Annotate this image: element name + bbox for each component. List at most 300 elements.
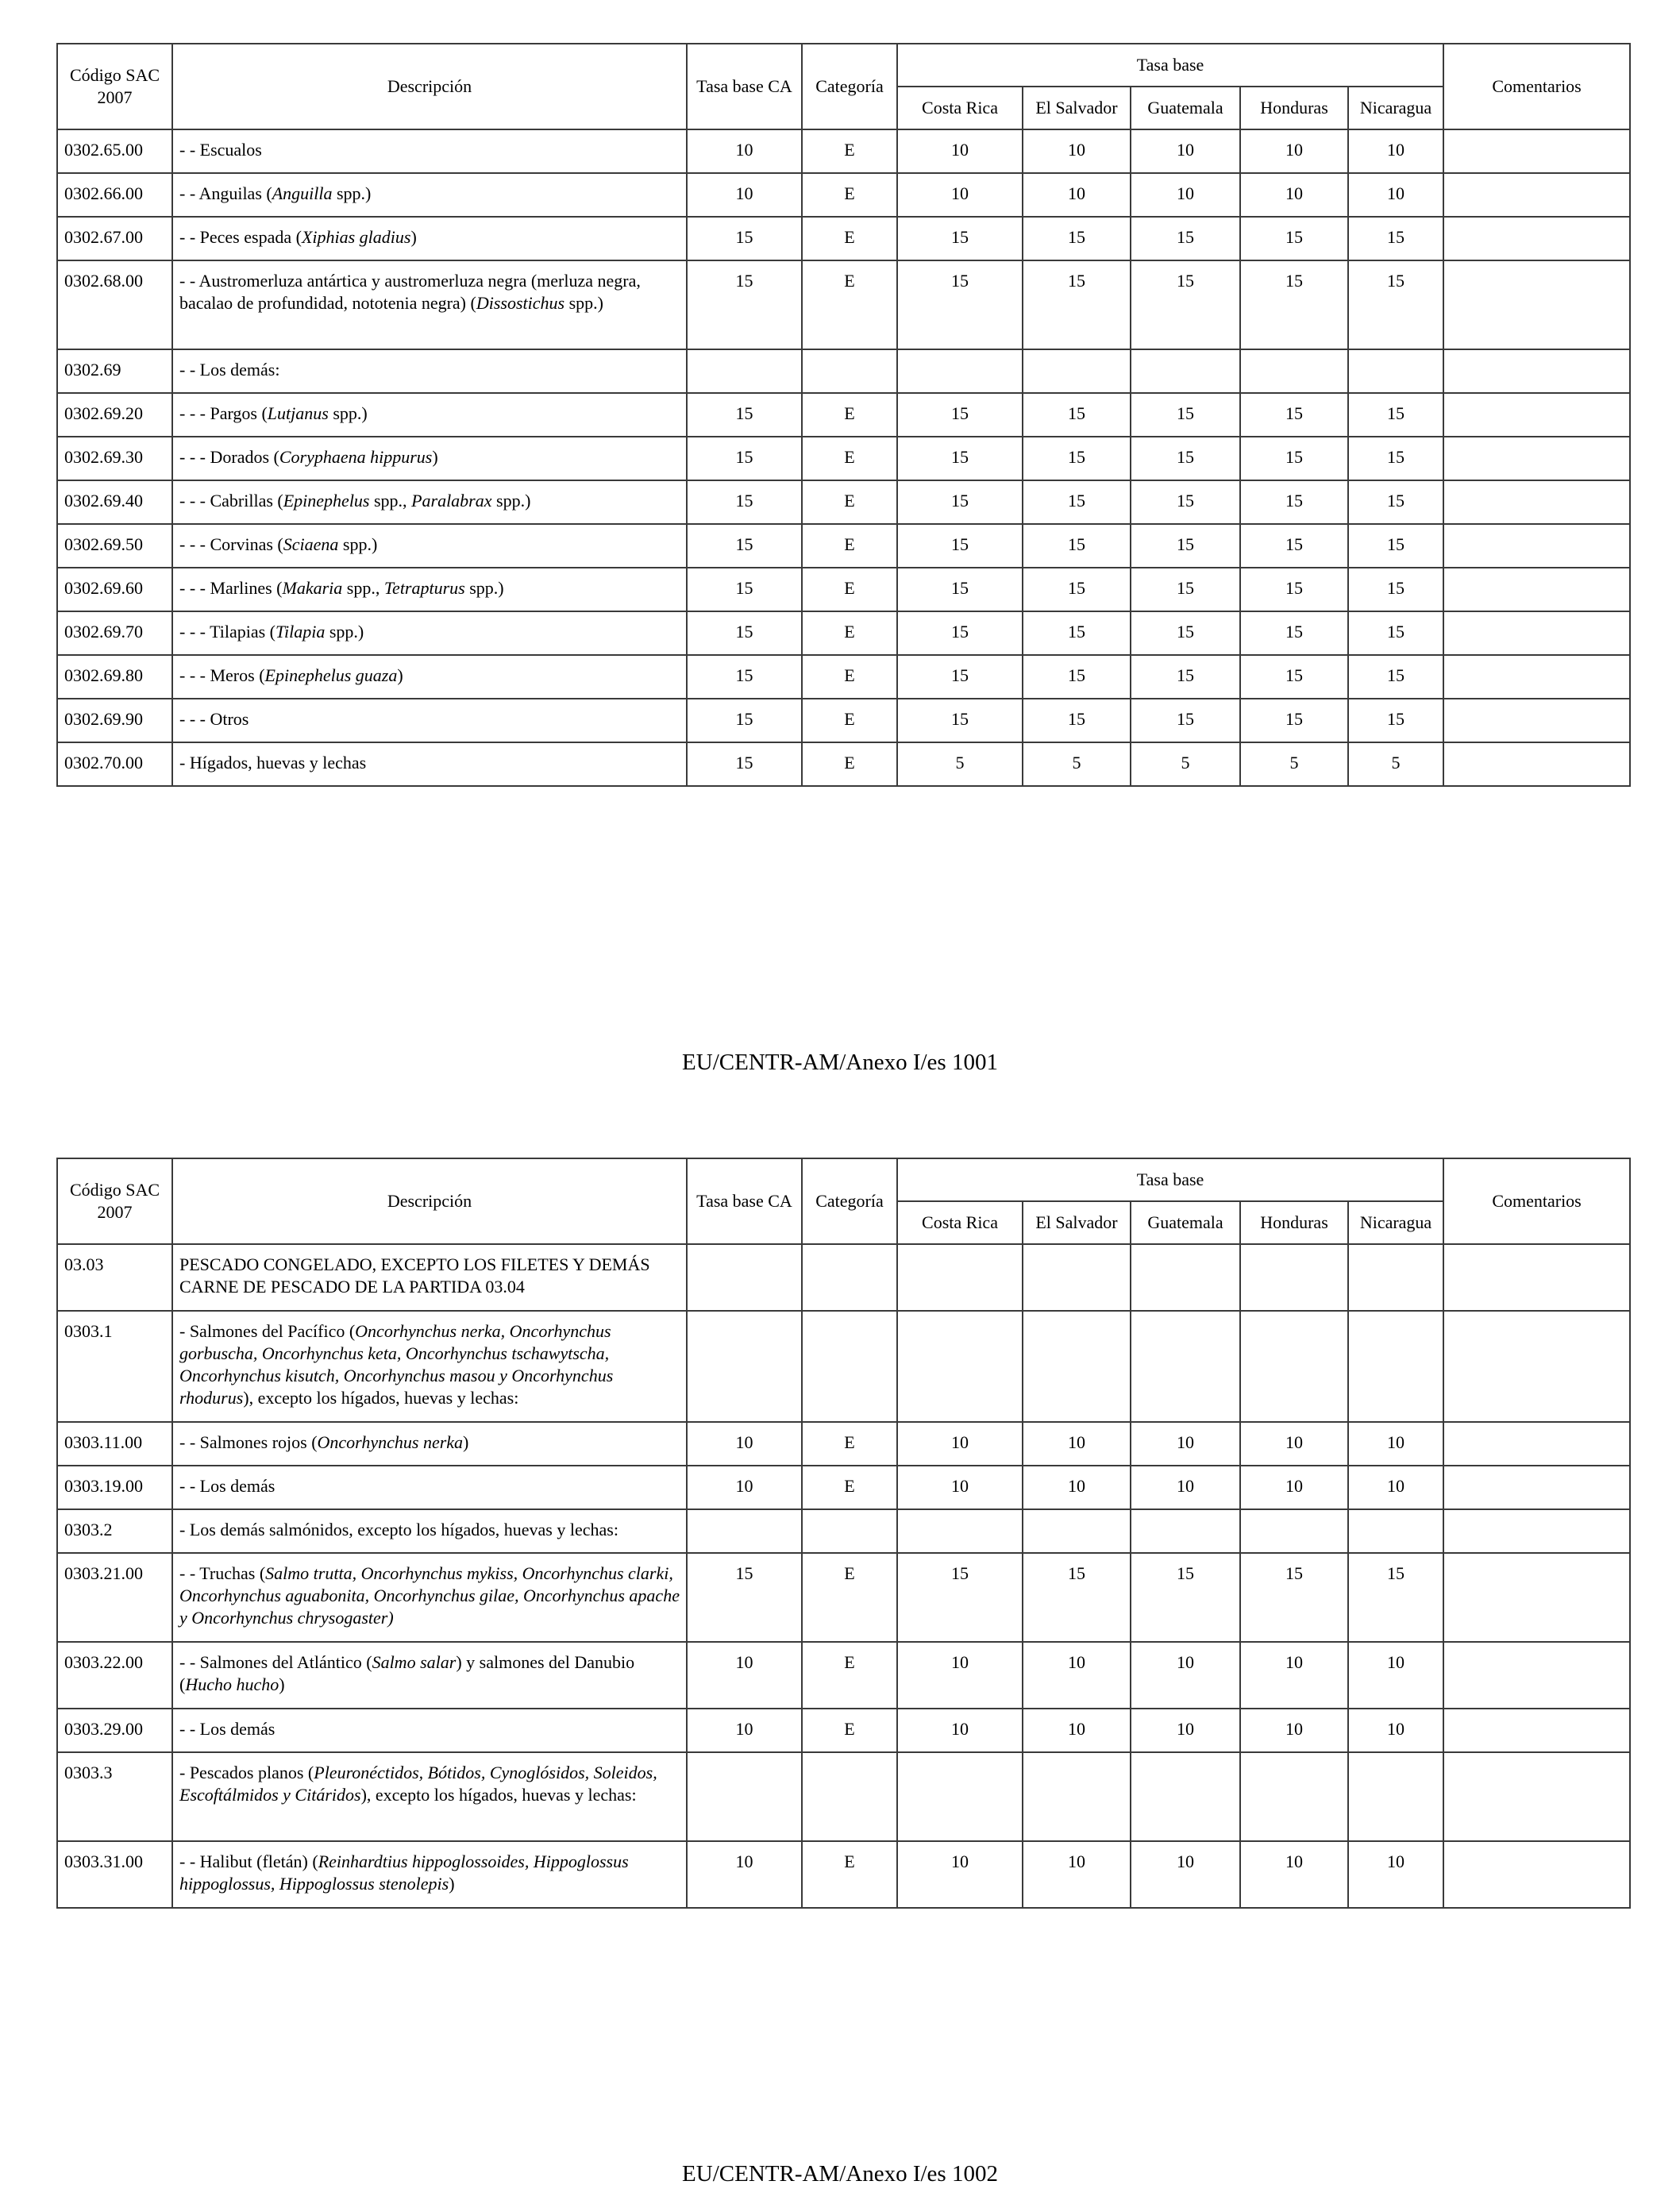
cell-tasa-guatemala — [1131, 1311, 1240, 1422]
description-italic-segment: Lutjanus — [267, 403, 329, 423]
description-segment: ) — [463, 1432, 469, 1452]
table-row — [57, 655, 1630, 699]
header-codigo: Código SAC 2007 — [57, 1158, 172, 1244]
cell-tasa-costa-rica: 15 — [897, 480, 1023, 524]
description-segment: spp.) — [564, 293, 603, 313]
table-row — [57, 393, 1630, 437]
description-italic-segment: Oncorhynchus nerka — [317, 1432, 464, 1452]
cell-categoria — [802, 349, 897, 393]
cell-tasa-nicaragua — [1348, 1752, 1443, 1841]
description-segment: - - Anguilas ( — [179, 183, 272, 203]
description-segment: spp.) — [464, 578, 504, 598]
cell-comentarios — [1443, 217, 1630, 260]
cell-categoria — [802, 1752, 897, 1841]
cell-tasa-costa-rica — [897, 1509, 1023, 1553]
cell-tasa-honduras: 10 — [1240, 1841, 1348, 1908]
cell-comentarios — [1443, 480, 1630, 524]
cell-tasa-honduras: 15 — [1240, 1553, 1348, 1642]
header-country-guatemala: Guatemala — [1131, 87, 1240, 129]
cell-tasa-costa-rica — [897, 1311, 1023, 1422]
cell-codigo: 0302.69.50 — [57, 524, 172, 568]
table-row — [57, 524, 1630, 568]
description-segment: - - Peces espada ( — [179, 227, 302, 247]
description-italic-segment: Hucho hucho — [185, 1674, 279, 1694]
description-segment: ) — [279, 1674, 285, 1694]
table-body — [57, 129, 1630, 786]
cell-tasa-guatemala: 15 — [1131, 568, 1240, 611]
cell-tasa-base-ca: 10 — [687, 1642, 802, 1709]
cell-tasa-guatemala: 5 — [1131, 742, 1240, 786]
cell-descripcion — [172, 349, 687, 393]
cell-tasa-base-ca — [687, 1244, 802, 1311]
cell-codigo: 0302.69 — [57, 349, 172, 393]
cell-tasa-guatemala: 15 — [1131, 437, 1240, 480]
cell-tasa-honduras: 15 — [1240, 524, 1348, 568]
description-italic-segment: Anguilla — [272, 183, 333, 203]
cell-tasa-nicaragua: 10 — [1348, 1709, 1443, 1752]
cell-tasa-el-salvador: 15 — [1023, 611, 1131, 655]
cell-categoria: E — [802, 1642, 897, 1709]
cell-descripcion — [172, 393, 687, 437]
cell-tasa-el-salvador — [1023, 349, 1131, 393]
cell-tasa-costa-rica: 15 — [897, 611, 1023, 655]
cell-tasa-base-ca: 15 — [687, 524, 802, 568]
cell-tasa-base-ca — [687, 1311, 802, 1422]
cell-tasa-honduras: 10 — [1240, 173, 1348, 217]
cell-tasa-honduras: 10 — [1240, 1422, 1348, 1466]
description-segment: spp., — [369, 491, 412, 511]
cell-tasa-guatemala: 15 — [1131, 393, 1240, 437]
cell-comentarios — [1443, 1422, 1630, 1466]
description-italic-segment: Tetrapturus — [383, 578, 465, 598]
cell-tasa-nicaragua: 15 — [1348, 260, 1443, 349]
cell-tasa-costa-rica: 15 — [897, 393, 1023, 437]
cell-tasa-honduras: 15 — [1240, 217, 1348, 260]
cell-tasa-nicaragua: 10 — [1348, 1841, 1443, 1908]
cell-tasa-costa-rica: 10 — [897, 1466, 1023, 1509]
cell-comentarios — [1443, 1642, 1630, 1709]
table-body — [57, 1244, 1630, 1908]
cell-tasa-el-salvador: 10 — [1023, 129, 1131, 173]
table-row — [57, 1841, 1630, 1908]
cell-tasa-base-ca — [687, 1752, 802, 1841]
cell-tasa-nicaragua: 10 — [1348, 173, 1443, 217]
cell-tasa-el-salvador: 10 — [1023, 173, 1131, 217]
description-segment: spp.) — [332, 183, 372, 203]
cell-tasa-honduras: 10 — [1240, 1709, 1348, 1752]
cell-categoria: E — [802, 129, 897, 173]
description-segment: ), excepto los hígados, huevas y lechas: — [243, 1388, 519, 1408]
cell-tasa-el-salvador: 15 — [1023, 217, 1131, 260]
description-segment: ) y salmones del Danubio ( — [179, 1652, 635, 1694]
cell-tasa-guatemala: 15 — [1131, 524, 1240, 568]
description-segment: spp.) — [338, 534, 378, 554]
table-row — [57, 742, 1630, 786]
cell-tasa-base-ca: 15 — [687, 480, 802, 524]
cell-tasa-base-ca: 15 — [687, 699, 802, 742]
cell-descripcion — [172, 1553, 687, 1642]
cell-tasa-guatemala: 10 — [1131, 1422, 1240, 1466]
cell-descripcion — [172, 1709, 687, 1752]
cell-tasa-base-ca — [687, 1509, 802, 1553]
cell-descripcion — [172, 742, 687, 786]
cell-codigo: 0302.69.60 — [57, 568, 172, 611]
header-country-costa-rica: Costa Rica — [897, 1201, 1023, 1244]
description-segment: - - Halibut (fletán) ( — [179, 1851, 318, 1871]
description-segment: - - Los demás: — [179, 360, 280, 380]
cell-categoria: E — [802, 1709, 897, 1752]
table-row — [57, 349, 1630, 393]
cell-codigo: 0302.69.80 — [57, 655, 172, 699]
cell-tasa-costa-rica — [897, 1752, 1023, 1841]
cell-tasa-nicaragua: 15 — [1348, 568, 1443, 611]
description-segment: - Hígados, huevas y lechas — [179, 753, 367, 773]
header-tasa-base: Tasa base — [897, 44, 1443, 87]
cell-descripcion — [172, 1642, 687, 1709]
cell-tasa-nicaragua: 15 — [1348, 655, 1443, 699]
cell-comentarios — [1443, 524, 1630, 568]
cell-descripcion — [172, 1841, 687, 1908]
cell-descripcion — [172, 1422, 687, 1466]
cell-comentarios — [1443, 1509, 1630, 1553]
cell-tasa-base-ca: 10 — [687, 1422, 802, 1466]
description-segment: - Los demás salmónidos, excepto los hígados, huevas y lechas: — [179, 1520, 618, 1539]
cell-tasa-base-ca: 10 — [687, 1841, 802, 1908]
cell-tasa-costa-rica — [897, 349, 1023, 393]
cell-tasa-base-ca: 15 — [687, 393, 802, 437]
header-categoria: Categoría — [802, 44, 897, 129]
cell-comentarios — [1443, 1244, 1630, 1311]
cell-tasa-guatemala: 10 — [1131, 173, 1240, 217]
cell-codigo: 0302.69.40 — [57, 480, 172, 524]
tariff-table-page-1001 — [56, 43, 1631, 787]
cell-tasa-nicaragua: 15 — [1348, 480, 1443, 524]
description-segment: spp.) — [325, 622, 364, 642]
cell-tasa-guatemala: 10 — [1131, 1642, 1240, 1709]
cell-tasa-nicaragua: 15 — [1348, 437, 1443, 480]
cell-tasa-honduras: 15 — [1240, 699, 1348, 742]
description-segment: ) — [432, 447, 438, 467]
cell-comentarios — [1443, 393, 1630, 437]
cell-tasa-costa-rica: 15 — [897, 524, 1023, 568]
cell-tasa-guatemala: 10 — [1131, 129, 1240, 173]
cell-tasa-costa-rica: 10 — [897, 1642, 1023, 1709]
cell-codigo: 0303.21.00 — [57, 1553, 172, 1642]
description-segment: - - Austromerluza antártica y austromerluza negra (merluza negra, bacalao de profundidad, nototenia negra) ( — [179, 271, 641, 313]
description-italic-segment: Epinephelus — [283, 491, 370, 511]
cell-tasa-guatemala — [1131, 1244, 1240, 1311]
description-segment: ) — [397, 665, 403, 685]
description-italic-segment: Oncorhynchus nerka, Oncorhynchus gorbuscha, Oncorhynchus keta, Oncorhynchus tschawytscha, Oncorhynchus kisutch, Oncorhynchus masou y Oncorhynchus rhodurus — [179, 1321, 614, 1408]
cell-descripcion — [172, 699, 687, 742]
tariff-table-page-1002 — [56, 1158, 1631, 1909]
cell-tasa-el-salvador: 15 — [1023, 437, 1131, 480]
cell-tasa-base-ca: 15 — [687, 437, 802, 480]
cell-tasa-base-ca: 10 — [687, 1709, 802, 1752]
cell-tasa-nicaragua: 15 — [1348, 393, 1443, 437]
cell-tasa-honduras: 10 — [1240, 1642, 1348, 1709]
cell-tasa-costa-rica: 5 — [897, 742, 1023, 786]
cell-comentarios — [1443, 742, 1630, 786]
cell-tasa-el-salvador: 10 — [1023, 1642, 1131, 1709]
cell-categoria: E — [802, 524, 897, 568]
cell-codigo: 0302.68.00 — [57, 260, 172, 349]
header-country-guatemala: Guatemala — [1131, 1201, 1240, 1244]
table-row — [57, 1509, 1630, 1553]
description-italic-segment: Epinephelus guaza — [264, 665, 398, 685]
cell-tasa-el-salvador: 15 — [1023, 524, 1131, 568]
description-italic-segment: Salmo trutta, Oncorhynchus mykiss, Oncorhynchus clarki, Oncorhynchus aguabonita, Oncorhynchus gilae, Oncorhynchus apache y Oncorhynchus chrysogaster) — [179, 1563, 680, 1628]
cell-tasa-honduras — [1240, 1244, 1348, 1311]
header-descripcion: Descripción — [172, 44, 687, 129]
cell-tasa-honduras — [1240, 349, 1348, 393]
cell-tasa-guatemala: 10 — [1131, 1466, 1240, 1509]
description-italic-segment: Xiphias gladius — [301, 227, 411, 247]
cell-comentarios — [1443, 1752, 1630, 1841]
cell-descripcion — [172, 1311, 687, 1422]
cell-comentarios — [1443, 1553, 1630, 1642]
table-row — [57, 611, 1630, 655]
description-segment: - Pescados planos ( — [179, 1763, 314, 1782]
cell-categoria: E — [802, 217, 897, 260]
cell-tasa-honduras: 15 — [1240, 655, 1348, 699]
cell-codigo: 03.03 — [57, 1244, 172, 1311]
cell-comentarios — [1443, 699, 1630, 742]
header-country-nicaragua: Nicaragua — [1348, 87, 1443, 129]
description-segment: - - Salmones rojos ( — [179, 1432, 318, 1452]
header-country-honduras: Honduras — [1240, 1201, 1348, 1244]
cell-tasa-guatemala: 15 — [1131, 217, 1240, 260]
cell-tasa-el-salvador: 10 — [1023, 1422, 1131, 1466]
header-tasa-base-ca: Tasa base CA — [687, 1158, 802, 1244]
description-italic-segment: Salmo salar — [372, 1652, 457, 1672]
cell-codigo: 0302.69.70 — [57, 611, 172, 655]
description-italic-segment: Paralabrax — [411, 491, 492, 511]
cell-categoria — [802, 1509, 897, 1553]
description-segment: - - - Pargos ( — [179, 403, 268, 423]
cell-descripcion — [172, 480, 687, 524]
description-italic-segment: Tilapia — [276, 622, 326, 642]
cell-codigo: 0302.67.00 — [57, 217, 172, 260]
cell-tasa-honduras: 15 — [1240, 437, 1348, 480]
cell-tasa-honduras — [1240, 1509, 1348, 1553]
header-country-el-salvador: El Salvador — [1023, 1201, 1131, 1244]
cell-tasa-nicaragua: 10 — [1348, 1422, 1443, 1466]
description-segment: - - - Dorados ( — [179, 447, 279, 467]
cell-tasa-el-salvador: 5 — [1023, 742, 1131, 786]
table-row — [57, 1422, 1630, 1466]
cell-categoria: E — [802, 480, 897, 524]
cell-categoria: E — [802, 611, 897, 655]
cell-comentarios — [1443, 1311, 1630, 1422]
table-row — [57, 1709, 1630, 1752]
description-italic-segment: Reinhardtius hippoglossoides, Hippoglossus hippoglossus, Hippoglossus stenolepis — [179, 1851, 629, 1894]
cell-tasa-nicaragua: 15 — [1348, 611, 1443, 655]
cell-tasa-honduras: 5 — [1240, 742, 1348, 786]
cell-codigo: 0302.70.00 — [57, 742, 172, 786]
cell-tasa-el-salvador — [1023, 1244, 1131, 1311]
cell-categoria: E — [802, 1841, 897, 1908]
table-row — [57, 1752, 1630, 1841]
cell-codigo: 0302.69.20 — [57, 393, 172, 437]
cell-tasa-costa-rica: 15 — [897, 699, 1023, 742]
description-segment: - - - Otros — [179, 709, 249, 729]
cell-comentarios — [1443, 1841, 1630, 1908]
cell-categoria: E — [802, 173, 897, 217]
table-row — [57, 173, 1630, 217]
cell-comentarios — [1443, 1709, 1630, 1752]
description-segment: - - Escualos — [179, 140, 262, 160]
header-categoria: Categoría — [802, 1158, 897, 1244]
cell-tasa-honduras: 10 — [1240, 1466, 1348, 1509]
page-footer-1002: EU/CENTR-AM/Anexo I/es 1002 — [682, 2161, 998, 2187]
header-tasa-base-ca: Tasa base CA — [687, 44, 802, 129]
cell-categoria: E — [802, 699, 897, 742]
description-segment: - - - Marlines ( — [179, 578, 283, 598]
header-comentarios: Comentarios — [1443, 1158, 1630, 1244]
cell-tasa-base-ca: 15 — [687, 1553, 802, 1642]
cell-tasa-costa-rica: 15 — [897, 655, 1023, 699]
cell-codigo: 0302.69.30 — [57, 437, 172, 480]
cell-tasa-base-ca: 10 — [687, 1466, 802, 1509]
cell-tasa-nicaragua: 5 — [1348, 742, 1443, 786]
description-segment: - Salmones del Pacífico ( — [179, 1321, 356, 1341]
cell-categoria — [802, 1311, 897, 1422]
description-segment: - - - Meros ( — [179, 665, 265, 685]
cell-tasa-el-salvador: 15 — [1023, 568, 1131, 611]
description-segment: - - Los demás — [179, 1719, 276, 1739]
table-row — [57, 1466, 1630, 1509]
cell-comentarios — [1443, 655, 1630, 699]
cell-tasa-guatemala — [1131, 1752, 1240, 1841]
cell-comentarios — [1443, 129, 1630, 173]
cell-descripcion — [172, 611, 687, 655]
table-row — [57, 699, 1630, 742]
cell-tasa-guatemala: 15 — [1131, 480, 1240, 524]
cell-tasa-base-ca: 15 — [687, 742, 802, 786]
table-row — [57, 568, 1630, 611]
cell-tasa-base-ca — [687, 349, 802, 393]
cell-tasa-guatemala — [1131, 349, 1240, 393]
description-italic-segment: Pleuronéctidos, Bótidos, Cynoglósidos, Soleidos, Escoftálmidos y Citáridos — [179, 1763, 657, 1805]
cell-tasa-nicaragua: 15 — [1348, 1553, 1443, 1642]
cell-tasa-costa-rica: 10 — [897, 1841, 1023, 1908]
description-segment: - - - Corvinas ( — [179, 534, 283, 554]
cell-descripcion — [172, 1244, 687, 1311]
header-country-el-salvador: El Salvador — [1023, 87, 1131, 129]
cell-comentarios — [1443, 349, 1630, 393]
cell-categoria: E — [802, 393, 897, 437]
cell-tasa-el-salvador — [1023, 1509, 1131, 1553]
cell-tasa-guatemala — [1131, 1509, 1240, 1553]
description-segment: spp.) — [491, 491, 531, 511]
description-segment: - - Truchas ( — [179, 1563, 266, 1583]
cell-descripcion — [172, 260, 687, 349]
description-segment: - - Salmones del Atlántico ( — [179, 1652, 372, 1672]
cell-tasa-base-ca: 15 — [687, 260, 802, 349]
cell-comentarios — [1443, 437, 1630, 480]
description-italic-segment: Makaria — [282, 578, 343, 598]
description-italic-segment: Coryphaena hippurus — [279, 447, 433, 467]
cell-tasa-nicaragua — [1348, 1509, 1443, 1553]
cell-descripcion — [172, 173, 687, 217]
cell-tasa-costa-rica: 15 — [897, 217, 1023, 260]
cell-tasa-nicaragua: 15 — [1348, 524, 1443, 568]
cell-categoria — [802, 1244, 897, 1311]
cell-codigo: 0303.22.00 — [57, 1642, 172, 1709]
cell-tasa-guatemala: 10 — [1131, 1709, 1240, 1752]
cell-tasa-nicaragua: 10 — [1348, 1642, 1443, 1709]
cell-descripcion — [172, 129, 687, 173]
cell-descripcion — [172, 437, 687, 480]
cell-tasa-el-salvador: 15 — [1023, 655, 1131, 699]
cell-tasa-costa-rica: 15 — [897, 437, 1023, 480]
cell-tasa-base-ca: 10 — [687, 173, 802, 217]
cell-codigo: 0303.1 — [57, 1311, 172, 1422]
cell-tasa-nicaragua — [1348, 349, 1443, 393]
cell-codigo: 0303.11.00 — [57, 1422, 172, 1466]
cell-categoria: E — [802, 1466, 897, 1509]
cell-tasa-el-salvador: 15 — [1023, 480, 1131, 524]
cell-tasa-base-ca: 10 — [687, 129, 802, 173]
cell-tasa-costa-rica: 10 — [897, 173, 1023, 217]
cell-tasa-nicaragua — [1348, 1311, 1443, 1422]
description-segment: - - Los demás — [179, 1476, 276, 1496]
cell-tasa-costa-rica: 10 — [897, 1422, 1023, 1466]
cell-tasa-nicaragua: 15 — [1348, 217, 1443, 260]
description-italic-segment: Sciaena — [283, 534, 339, 554]
cell-descripcion — [172, 568, 687, 611]
description-segment: - - - Tilapias ( — [179, 622, 276, 642]
cell-tasa-el-salvador: 15 — [1023, 260, 1131, 349]
cell-tasa-honduras: 15 — [1240, 611, 1348, 655]
cell-tasa-el-salvador — [1023, 1311, 1131, 1422]
cell-tasa-base-ca: 15 — [687, 611, 802, 655]
cell-tasa-honduras: 15 — [1240, 568, 1348, 611]
cell-descripcion — [172, 655, 687, 699]
header-country-costa-rica: Costa Rica — [897, 87, 1023, 129]
cell-tasa-el-salvador: 15 — [1023, 1553, 1131, 1642]
cell-codigo: 0302.65.00 — [57, 129, 172, 173]
cell-tasa-honduras: 15 — [1240, 393, 1348, 437]
cell-categoria: E — [802, 568, 897, 611]
cell-codigo: 0302.69.90 — [57, 699, 172, 742]
cell-codigo: 0303.19.00 — [57, 1466, 172, 1509]
cell-comentarios — [1443, 611, 1630, 655]
cell-categoria: E — [802, 437, 897, 480]
cell-tasa-guatemala: 15 — [1131, 1553, 1240, 1642]
cell-tasa-nicaragua: 10 — [1348, 129, 1443, 173]
header-country-nicaragua: Nicaragua — [1348, 1201, 1443, 1244]
table-row — [57, 1311, 1630, 1422]
cell-codigo: 0302.66.00 — [57, 173, 172, 217]
table-row — [57, 1553, 1630, 1642]
cell-tasa-el-salvador: 10 — [1023, 1466, 1131, 1509]
cell-categoria: E — [802, 655, 897, 699]
cell-descripcion — [172, 217, 687, 260]
table-row — [57, 480, 1630, 524]
header-tasa-base: Tasa base — [897, 1158, 1443, 1201]
description-segment: ) — [449, 1874, 455, 1894]
cell-categoria: E — [802, 1553, 897, 1642]
cell-categoria: E — [802, 260, 897, 349]
header-codigo: Código SAC 2007 — [57, 44, 172, 129]
cell-codigo: 0303.29.00 — [57, 1709, 172, 1752]
cell-tasa-costa-rica — [897, 1244, 1023, 1311]
table-row — [57, 217, 1630, 260]
cell-tasa-costa-rica: 15 — [897, 1553, 1023, 1642]
header-comentarios: Comentarios — [1443, 44, 1630, 129]
